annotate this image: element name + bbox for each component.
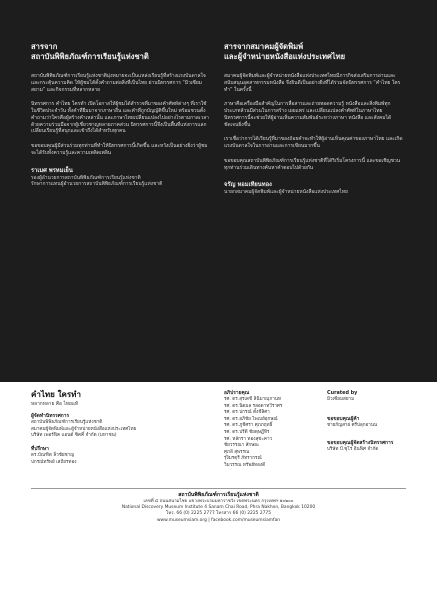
- advisor-block: [31, 446, 181, 466]
- advisor-line: ดร.บัณฑิต ลิ่วชัยชาญ: [31, 453, 75, 458]
- thanks-block: [327, 416, 422, 430]
- left-message-column: [31, 42, 211, 188]
- contributor-line: รศ. ดร.ปกรณ์ ตั้งชีลิศา: [224, 410, 270, 416]
- contributor-line: รศ. ดร.ภูชีศรา ศุภภฤทธิ์: [224, 423, 273, 429]
- right-heading-line-2: และผู้จำหน่ายหนังสือแห่งประเทศไทย: [224, 52, 346, 61]
- right-author-name: จรัญ หอมเทียนทอง: [224, 182, 272, 189]
- left-paragraph-1: สถาบันพิพิธภัณฑ์การเรียนรู้แห่งชาติมุ่งหมายจะเป็นแหล่งเรียนรู้ที่สร้างแรงบันดาลใจและกระตุ้นความคิด ให้ผู้ชมได้ตั้งคำถามต่อสิ่งที่เป็นไทย ผ่านนิทรรศการ “มิวเซียมสยาม” และกิจกรรมที่หลากหลาย: [31, 73, 206, 93]
- footer-address-en: National Discovery Museum Institute 4 Sanam Chai Road, Phra Nakhon, Bangkok 10200: [121, 505, 316, 511]
- right-paragraph-4: ขอขอบคุณสถาบันพิพิธภัณฑ์การเรียนรู้แห่งชาติที่ได้ริเริ่มโครงการนี้ และขอเชิญชวนทุกท่านร่วมเดินทางค้นหาคำตอบไปด้วยกัน: [224, 157, 401, 171]
- thanks-label: ขอขอบคุณผู้ค้า: [327, 416, 360, 422]
- contributor-line: วิมวรรณ ทรัพย์ทองดี: [224, 462, 266, 468]
- left-paragraph-2: นิทรรศการ คำไทย ใครทำ เปิดโอกาสให้ผู้ชมได้สำรวจที่มาของคำศัพท์ต่างๆ ที่เราใช้ในชีวิตประจำวัน ทั้งคำที่ยืมมาจากภาษาอื่น และคำที่ถูกบัญญัติขึ้นใหม่ พร้อมชวนตั้งคำถามว่าใครคือผู้สร้างคำเหล่านั้น และภาษาไทยเปลี่ยนแปลงไปอย่างไรตามกาลเวลา ด้วยความร่วมมือจากผู้เชี่ยวชาญหลายภาคส่วน นิทรรศการนี้จึงเป็นพื้นที่แห่งการแลกเปลี่ยนเรียนรู้ที่สนุกและเข้าถึงได้สำหรับทุกคน: [31, 101, 209, 135]
- footer-org-name: สถาบันพิพิธภัณฑ์การเรียนรู้แห่งชาติ: [178, 492, 259, 498]
- contributor-line: ศุภลี สุพรรณ: [224, 449, 250, 455]
- advisor-label: ที่ปรึกษา: [31, 446, 49, 452]
- curator-label: Curated by: [327, 390, 358, 396]
- right-paragraph-3: เราเชื่อว่าการได้เรียนรู้ที่มาของถ้อยคำจะทำให้ผู้อ่านเห็นคุณค่าของภาษาไทย และเกิดแรงบันดาลใจในการอ่านและการเขียนมากขึ้น: [224, 136, 403, 149]
- advisor-line: ปกรณ์ทรัพย์ เสถียรทอง: [31, 459, 77, 465]
- contributors-block: [224, 390, 319, 470]
- right-paragraph-2: ภาษาคือเครื่องมือสำคัญในการสื่อสารและถ่ายทอดความรู้ หนังสือและสิ่งพิมพ์ทุกประเภทล้วนมีส่วนในการสร้าง เผยแพร่ และเปลี่ยนแปลงคำศัพท์ในภาษาไทย นิทรรศการนี้จะช่วยให้ผู้อ่านเห็นความสัมพันธ์ระหว่างภาษา หนังสือ และสังคมได้ชัดเจนยิ่งขึ้น: [224, 101, 392, 128]
- contributor-line: รุ่งิมรดุรี ภัทรากรณ์: [224, 456, 262, 462]
- footer: [0, 492, 437, 524]
- contributor-line: รศ. ดร.สุรเดชี ลินิมาณุกานท: [224, 397, 281, 402]
- contributor-line: ชัยวรรณา สักษยะ: [224, 443, 260, 449]
- curator-block: [327, 390, 422, 404]
- footer-phone: โทร. 66 (0) 2225 2777 โทรสาร 66 (0) 2225 2775: [166, 511, 271, 517]
- footer-address-th: เลขที่ ๔ ถนนสนามไชย แขวงพระบรมมหาราชวัง เขตพระนคร กรุงเทพฯ ๑๐๒๐๐: [143, 499, 294, 504]
- right-message-column: [224, 42, 404, 196]
- organizer-line: สมาคมผู้จัดพิมพ์และผู้จำหน่ายหนังสือแห่งประเทศไทย: [31, 426, 137, 432]
- left-author-name: ราเมศ พรหมเย็น: [31, 167, 73, 174]
- right-paragraph-1: สมาคมผู้จัดพิมพ์และผู้จำหน่ายหนังสือแห่งประเทศไทยมีภารกิจส่งเสริมการอ่านและสนับสนุนอุตสาหกรรมหนังสือ จึงยินดีเป็นอย่างยิ่งที่ได้ร่วมจัดนิทรรศการ “คำไทย ใครทำ” ในครั้งนี้: [224, 73, 401, 93]
- contributor-line: รศ. หลักรา ทองสุข่ะคาว: [224, 436, 273, 442]
- production-block: [327, 440, 427, 454]
- production-line: บริษัท บี.ซุโร่ อินฟิศ จำกัด: [327, 447, 379, 452]
- left-author-role-1: รองผู้อำนวยการสถาบันพิพิธภัณฑ์การเรียนรู้แห่งชาติ: [31, 174, 141, 181]
- left-paragraph-3: ขอขอบคุณผู้มีส่วนร่วมทุกท่านที่ทำให้นิทรรศการนี้เกิดขึ้น และหวังเป็นอย่างยิ่งว่าผู้ชมจะได้รับทั้งความรู้และความเพลิดเพลิน: [31, 143, 208, 156]
- production-label: ขอขอบคุณผู้จัดสร้างนิทรรศการ: [327, 440, 394, 446]
- right-heading-line-1: สารจากสมาคมผู้จัดพิมพ์: [224, 42, 304, 51]
- contributor-line: รศ. ดร.อภิชัย ไพเบย์อุกษณ์: [224, 416, 278, 422]
- exhibition-title: คำไทย ใครทำ: [31, 390, 81, 399]
- footer-divider: [31, 488, 406, 489]
- credits-section: [0, 382, 437, 612]
- curator-line: มิวเซียมสยาม: [327, 397, 355, 402]
- thanks-line: ชายกัญสาฝ ศรีปลุกอานน: [327, 423, 378, 428]
- contributor-line: รศ. ดร.ปรีดี ชัยดุษฎีทิร: [224, 429, 270, 435]
- left-heading-line-1: สารจาก: [31, 42, 58, 51]
- left-author-role-2: รักษาการแทนผู้อำนวยการสถาบันพิพิธภัณฑ์การเรียนรู้แห่งชาติ: [31, 181, 163, 187]
- right-author-role: นายกสมาคมผู้จัดพิมพ์และผู้จำหน่ายหนังสือแห่งประเทศไทย: [224, 189, 348, 196]
- left-heading-line-2: สถาบันพิพิธภัณฑ์การเรียนรู้แห่งชาติ: [31, 52, 149, 61]
- exhibition-subtitle: หลากหลาย คือ ไทยแท้: [31, 402, 79, 407]
- organizer-line: สถาบันพิพิธภัณฑ์การเรียนรู้แห่งชาติ: [31, 420, 103, 425]
- contributor-line: รศ. ดร.นิดมล รลอดาทวีราศร: [224, 403, 283, 409]
- contributors-label: อภิปรายคุณ: [224, 390, 250, 396]
- organizer-block: [31, 413, 181, 440]
- organizer-label: ผู้จัดทำนิทรรศการ: [31, 413, 70, 419]
- organizer-line: บริษัท เพอร์ฟิค แอนด์ ซิคคิ์ จำกัด (มหาชน): [31, 433, 117, 439]
- footer-web: www.museumsiam.org | facebook.com/museumsiamfan: [156, 517, 281, 523]
